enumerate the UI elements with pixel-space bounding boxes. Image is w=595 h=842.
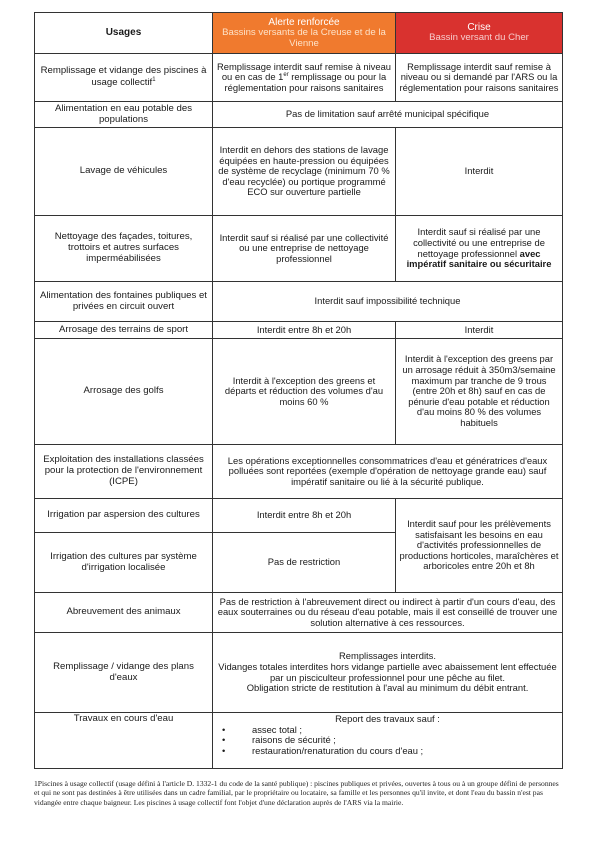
alerte-cell: Interdit à l'exception des greens et départs et réduction des volumes d'au moins 60 % [213,339,396,445]
usage-cell: Irrigation par aspersion des cultures [35,499,213,533]
row-plans-eau [35,633,563,713]
travaux-intro: Report des travaux sauf : [335,713,440,724]
row-golfs [35,339,563,445]
alerte-cell: Interdit sauf si réalisé par une collectivité ou une entreprise de nettoyage professionnel [213,216,396,282]
crise-title: Crise [467,21,491,33]
usage-cell: Irrigation des cultures par système d'irrigation localisée [35,533,213,593]
plans-line-2: Vidanges totales interdites hors vidange partielle avec abaissement lent effectuée par un pisciculteur professionnel pour une pêche au filet. [218,660,557,683]
merged-cell [213,633,563,713]
header-crise [396,13,563,54]
alerte-cell: Interdit entre 8h et 20h [213,322,396,339]
row-sport [35,322,563,339]
list-item: • restauration/renaturation du cours d'eau ; [222,746,559,757]
usage-cell: Remplissage / vidange des plans d'eaux [35,633,213,713]
row-facades [35,216,563,282]
row-travaux [35,713,563,769]
header-usages: Usages [35,13,213,54]
usage-cell: Alimentation en eau potable des populations [35,102,213,128]
crise-cell: Interdit [396,128,563,216]
merged-cell: Pas de limitation sauf arrêté municipal spécifique [213,102,563,128]
usage-cell: Travaux en cours d'eau [35,713,213,769]
restrictions-table [34,12,563,769]
plans-line-3: Obligation stricte de restitution à l'aval au minimum du débit entrant. [246,682,529,694]
row-icpe [35,445,563,499]
alerte-cell: Interdit en dehors des stations de lavage équipées en haute-pression ou équipées de système de recyclage (minimum 70 % d'eau recyclée) ou portique programmé ECO sur ouverture partielle [213,128,396,216]
alerte-title: Alerte renforcée [268,16,340,28]
footnote: 1Piscines à usage collectif (usage défini à l'article D. 1332-1 du code de la santé publique) : piscines publiques et privées, ouvertes à tous ou à un groupe défini de personnes et qui ne sont pas destinées à être utilisées dans un cadre familial, par le propriétaire ou locataire, sa famille et les personnes qu'il invite, et dont l'eau du bassin n'est pas vidangée entre chaque baigneur. Les piscines à usage collectif font l'objet d'une déclaration auprès de l'ARS via la mairie. [34,779,559,807]
row-aspersion [35,499,563,533]
row-fontaines [35,282,563,322]
header-alerte-renforcee [213,13,396,54]
crise-cell: Remplissage interdit sauf remise à niveau ou si demandé par l'ARS ou la réglementation pour raisons sanitaires [396,54,563,102]
list-item: • raisons de sécurité ; [222,735,559,746]
table-header-row [35,13,563,54]
usage-cell: Lavage de véhicules [35,128,213,216]
alerte-cell: Pas de restriction [213,533,396,593]
crise-cell: Interdit [396,322,563,339]
alerte-cell: Remplissage interdit sauf remise à niveau ou en cas de 1er remplissage ou pour la réglementation pour raisons sanitaires [213,54,396,102]
crise-cell: Interdit sauf si réalisé par une collectivité ou une entreprise de nettoyage professionnel avec impératif sanitaire ou sécuritaire [396,216,563,282]
merged-cell: Interdit sauf impossibilité technique [213,282,563,322]
crise-cell: Interdit à l'exception des greens par un arrosage réduit à 350m3/semaine maximum par tranche de 9 trous (entre 20h et 8h) sauf en cas de pénurie d'eau potable et réduction d'au moins 80 % des volumes habituels [396,339,563,445]
usage-cell: Arrosage des golfs [35,339,213,445]
merged-cell: Pas de restriction à l'abreuvement direct ou indirect à partir d'un cours d'eau, des eaux souterraines ou du réseau d'eau potable, mais il est conseillé de trouver une solution alternative à ces ressources. [213,593,563,633]
alerte-basins: Bassins versants de la Creuse et de la Vienne [222,26,386,49]
usage-cell: Arrosage des terrains de sport [35,322,213,339]
crise-basin: Bassin versant du Cher [429,32,529,44]
usage-cell: Exploitation des installations classées pour la protection de l'environnement (ICPE) [35,445,213,499]
usage-cell: Nettoyage des façades, toitures, trottoirs et autres surfaces imperméabilisées [35,216,213,282]
row-piscines [35,54,563,102]
usage-cell: Remplissage et vidange des piscines à usage collectif$^1$ [35,54,213,102]
usage-cell: Alimentation des fontaines publiques et privées en circuit ouvert [35,282,213,322]
merged-cell [213,713,563,769]
usage-cell: Abreuvement des animaux [35,593,213,633]
crise-cell-irrigation: Interdit sauf pour les prélèvements satisfaisant les besoins en eau d'activités professionnelles de productions horticoles, maraîchères et arboricoles entre 20h et 8h [396,499,563,593]
row-vehicules [35,128,563,216]
merged-cell: Les opérations exceptionnelles consommatrices d'eau et génératrices d'eaux polluées sont reportées (exemple d'opération de nettoyage grande eau) sauf impératif sanitaire ou lié à la sécurité publique. [213,445,563,499]
travaux-list [216,725,559,757]
list-item: • assec total ; [222,725,559,736]
plans-line-1: Remplissages interdits. [339,650,436,662]
row-eau-potable [35,102,563,128]
row-animaux [35,593,563,633]
alerte-cell: Interdit entre 8h et 20h [213,499,396,533]
